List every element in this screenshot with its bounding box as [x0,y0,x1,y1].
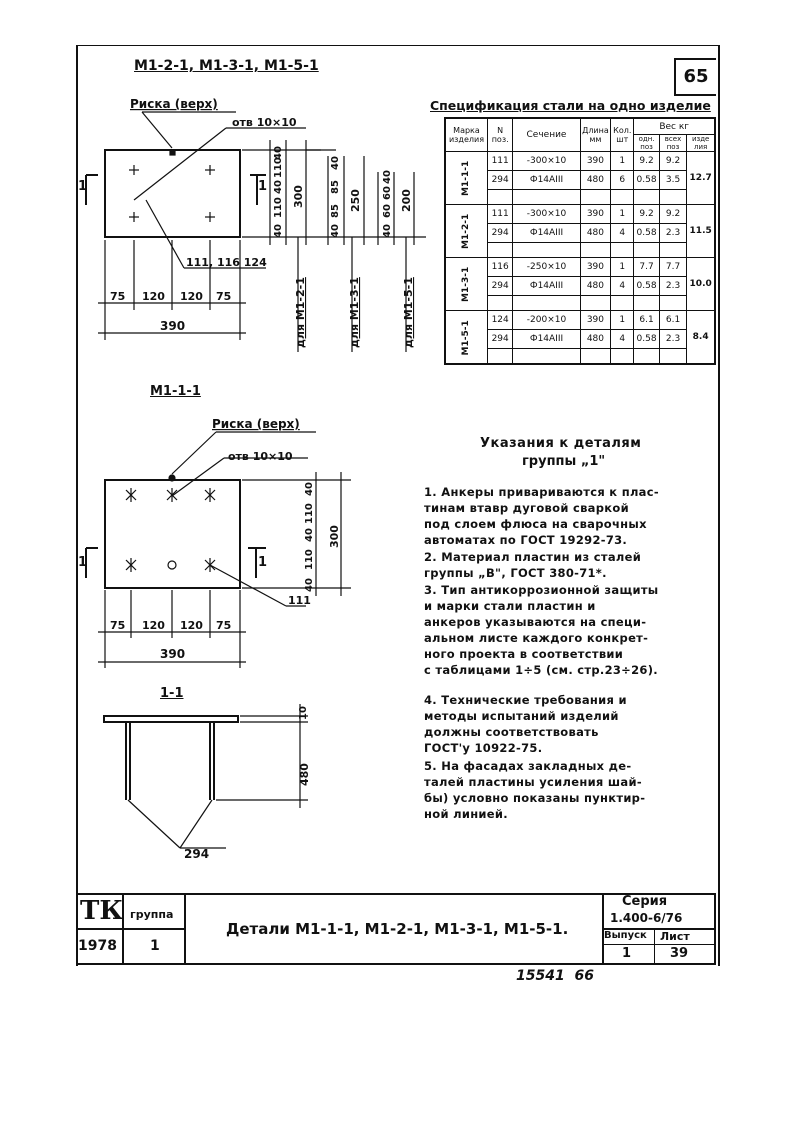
note-1: 1. Анкеры привариваются к плас- тинам втавр дуговой сваркой под слоем флюса на сварочных автоматах по ГОСТ 19292-73. [424,485,659,547]
spec-length-cell: 390 [580,205,611,224]
spec-mark-cell: М1-2-1 [445,205,487,258]
tb-hline-1 [76,928,186,930]
tb-description: Детали М1-1-1, М1-2-1, М1-3-1, М1-5-1. [226,920,569,938]
height-2: 200 [400,189,413,212]
spec-section-cell: -300×10 [513,152,580,171]
spec-qty-cell: 1 [611,205,634,224]
dim-mid-r-0: 40 [304,578,315,592]
section-title: 1-1 [160,686,184,701]
dim-b-0: 75 [110,290,126,303]
spec-pos-cell: 111 [487,205,512,224]
mark-label-top: Риска (верх) [130,97,218,111]
dim-b-3: 75 [216,290,232,303]
page-number: 65 [674,58,716,96]
dim-r1-1: 110 [273,197,284,218]
dim-mid-b-1: 120 [142,619,165,632]
tb-series-label: Серия [622,894,668,909]
section-mark-mid-right: 1 [258,555,268,570]
spec-one-cell: 9.2 [634,152,659,171]
dim-r1-0: 40 [273,224,284,238]
dim-b-1: 120 [142,290,165,303]
height-mid: 300 [328,525,341,548]
hole-label-top: отв 10×10 [232,116,297,129]
spec-row [445,258,715,277]
dim-r2-3: 40 [330,156,341,170]
tb-divider-4 [654,928,655,965]
spec-qty-cell: 1 [611,258,634,277]
spec-total-cell: 10.0 [687,258,715,311]
height-1: 250 [349,189,362,212]
section-mark-mid-left: 1 [78,555,88,570]
note-3: 3. Тип антикоррозионной защиты и марки стали пластин и анкеров указываются на специ- альном листе каждого конкрет- ного проекта в соответствии с таблицами 1÷5 (см. стр.23÷26). [424,583,659,677]
for-label-0: для М1-2-1 [294,277,307,348]
spec-all-cell: 6.1 [659,311,687,330]
spec-pos-cell: 111 [487,152,512,171]
spec-mark-cell: М1-3-1 [445,258,487,311]
tb-sheet-value: 39 [670,946,689,961]
spec-one-cell: 6.1 [634,311,659,330]
spec-length-cell: 390 [580,258,611,277]
spec-pos-cell: 294 [487,276,512,295]
spec-section-cell: -200×10 [513,311,580,330]
spec-one-cell: 0.58 [634,223,659,242]
section-dim-top: 10 [298,706,309,720]
spec-total-cell: 11.5 [687,205,715,258]
section-dim-height: 480 [298,763,311,786]
height-0: 300 [292,185,305,208]
notes-list [424,484,714,822]
total-width-top: 390 [160,319,186,333]
detail-top-title: М1-2-1, М1-3-1, М1-5-1 [134,58,319,74]
spec-section-cell: Ф14АIII [513,223,580,242]
spec-section-cell: Ф14АIII [513,329,580,348]
dim-r1-4: 40 [273,146,284,160]
spec-pos-cell: 294 [487,329,512,348]
tb-hline-3 [602,944,716,945]
tb-issue-label: Выпуск [604,930,647,941]
parts-label-top: 111, 116 124 [186,256,267,269]
spec-all-cell: 3.5 [659,170,687,189]
spec-one-cell: 0.58 [634,329,659,348]
spec-h-all: всех поз [659,135,687,152]
spec-all-cell: 7.7 [659,258,687,277]
spec-row [445,205,715,224]
dim-mid-r-1: 110 [304,549,315,570]
detail-mid-title: М1-1-1 [150,384,201,399]
section-drawing [96,700,326,870]
spec-section-cell: Ф14АIII [513,170,580,189]
spec-total-cell: 8.4 [687,311,715,365]
spec-h-mark: Марка изделия [445,118,487,152]
for-label-2: для М1-5-1 [402,277,415,348]
note-5: 5. На фасадах закладных де- талей пластины усиления шай- бы) условно показаны пунктир- ной линией. [424,759,646,821]
footer-code: 15541 66 [516,968,594,984]
spec-pos-cell: 294 [487,223,512,242]
spec-one-cell: 9.2 [634,205,659,224]
spec-all-cell: 2.3 [659,223,687,242]
dim-mid-b-0: 75 [110,619,126,632]
spec-one-cell: 0.58 [634,170,659,189]
spec-h-one: одн. поз [634,135,659,152]
section-part-label: 294 [184,847,210,861]
note-4: 4. Технические требования и методы испытаний изделий должны соответствовать ГОСТ'у 10922-75. [424,693,627,755]
spec-h-weight: Вес кг [634,118,715,135]
hole-label-mid: отв 10×10 [228,450,293,463]
section-mark-left: 1 [78,179,88,194]
dim-r1-3: 110 [273,157,284,178]
for-label-1: для М1-3-1 [348,277,361,348]
tb-issue-value: 1 [622,946,632,961]
dim-mid-r-2: 40 [304,528,315,542]
spec-table [444,117,716,365]
tb-org: ТК [80,896,123,926]
spec-length-cell: 390 [580,311,611,330]
spec-length-cell: 480 [580,170,611,189]
spec-total-cell: 12.7 [687,152,715,205]
part-label-mid: 111 [288,594,311,607]
spec-all-cell: 9.2 [659,205,687,224]
spec-all-cell: 2.3 [659,329,687,348]
dim-r2-0: 40 [330,224,341,238]
spec-one-cell: 0.58 [634,276,659,295]
dim-r3-2: 60 [382,186,393,200]
spec-h-item: изде лия [687,135,715,152]
dim-r1-2: 40 [273,180,284,194]
spec-row [445,311,715,330]
notes-title-2: группы „1" [522,454,606,469]
notes-title-1: Указания к деталям [480,436,642,451]
spec-mark-cell: М1-1-1 [445,152,487,205]
spec-all-cell: 9.2 [659,152,687,171]
tb-group-value: 1 [150,938,160,954]
spec-h-length: Длина мм [580,118,611,152]
spec-length-cell: 480 [580,329,611,348]
spec-section-cell: Ф14АIII [513,276,580,295]
dim-mid-r-3: 110 [304,503,315,524]
spec-length-cell: 480 [580,223,611,242]
spec-pos-cell: 124 [487,311,512,330]
tb-sheet-label: Лист [660,930,690,943]
dim-mid-r-4: 40 [304,482,315,496]
spec-h-pos: N поз. [487,118,512,152]
spec-length-cell: 480 [580,276,611,295]
spec-pos-cell: 294 [487,170,512,189]
dim-b-2: 120 [180,290,203,303]
spec-row [445,152,715,171]
tb-year: 1978 [78,938,117,954]
spec-qty-cell: 4 [611,329,634,348]
dim-mid-b-3: 75 [216,619,232,632]
spec-qty-cell: 4 [611,223,634,242]
dim-r3-3: 40 [382,170,393,184]
section-mark-right: 1 [258,179,268,194]
dim-mid-b-2: 120 [180,619,203,632]
spec-pos-cell: 116 [487,258,512,277]
detail-mid-drawing [76,410,366,680]
spec-h-section: Сечение [513,118,580,152]
note-2: 2. Материал пластин из сталей группы „В", ГОСТ 380-71*. [424,550,642,580]
spec-section-cell: -300×10 [513,205,580,224]
spec-title: Спецификация стали на одно изделие [430,98,711,113]
detail-top-drawing [76,90,436,380]
dim-r3-0: 40 [382,224,393,238]
spec-all-cell: 2.3 [659,276,687,295]
mark-label-mid: Риска (верх) [212,417,300,431]
spec-mark-cell: М1-5-1 [445,311,487,365]
spec-qty-cell: 4 [611,276,634,295]
dim-r3-1: 60 [382,204,393,218]
spec-qty-cell: 1 [611,152,634,171]
tb-series-value: 1.400-6/76 [610,911,683,925]
total-width-mid: 390 [160,647,186,661]
spec-length-cell: 390 [580,152,611,171]
spec-one-cell: 7.7 [634,258,659,277]
tb-group-label: группа [130,908,174,921]
spec-qty-cell: 1 [611,311,634,330]
spec-section-cell: -250×10 [513,258,580,277]
dim-r2-2: 85 [330,180,341,194]
spec-h-qty: Кол. шт [611,118,634,152]
spec-qty-cell: 6 [611,170,634,189]
dim-r2-1: 85 [330,204,341,218]
